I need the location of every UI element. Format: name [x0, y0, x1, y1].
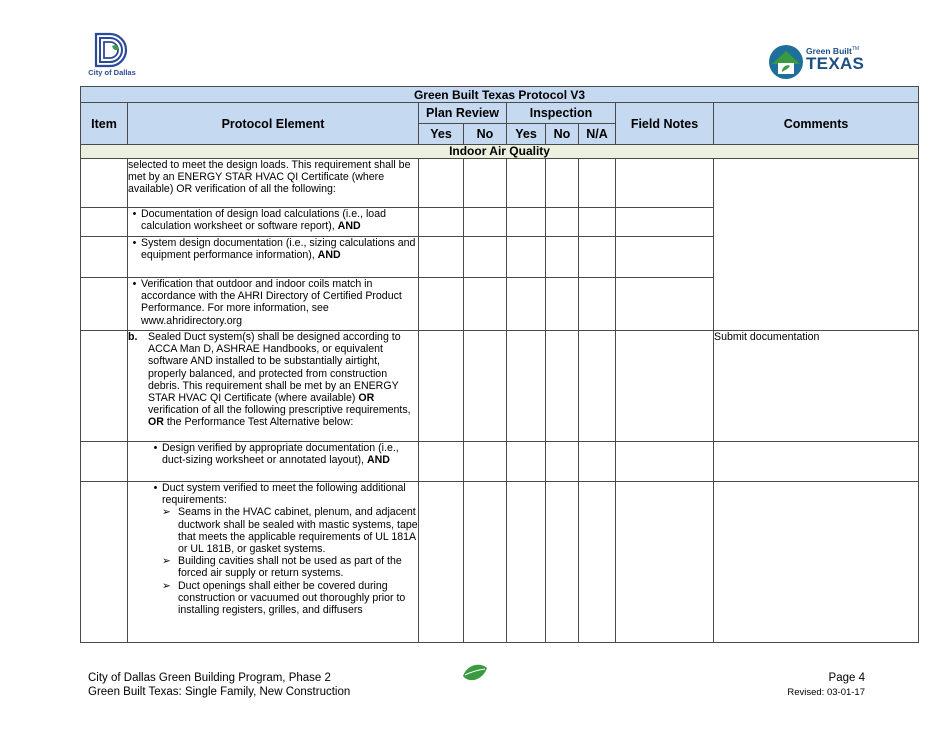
city-of-dallas-caption: City of Dallas [88, 68, 136, 77]
col-inspection-yes: Yes [507, 124, 546, 145]
sub-requirement: Building cavities shall not be used as part of the forced air supply or return systems. [178, 555, 402, 580]
protocol-text: Verification that outdoor and indoor coils match in accordance with the AHRI Directory of Certified Product Performance. For more information, see www.ahridirectory.org [141, 278, 402, 327]
sub-requirement: Seams in the HVAC cabinet, plenum, and adjacent ductwork shall be sealed with mastic systems, tape that meets the applicable requirements of UL 181A or UL 181B, or gasket systems. [178, 506, 418, 556]
city-of-dallas-logo [86, 32, 138, 78]
arrow-glyph: ➢ [162, 555, 171, 568]
protocol-table [80, 86, 919, 643]
arrow-glyph: ➢ [162, 579, 171, 592]
arrow-glyph: ➢ [162, 506, 171, 519]
col-plan-review-no: No [464, 124, 507, 145]
leaf-icon [461, 662, 489, 684]
item-label: b. [128, 331, 138, 343]
protocol-text: Design verified by appropriate documentation (i.e., duct-sizing worksheet or annotated layout), AND [162, 442, 399, 467]
col-field-notes: Field Notes [616, 103, 714, 145]
footer-left [88, 672, 350, 699]
city-of-dallas-d-icon [92, 32, 132, 68]
protocol-text: System design documentation (i.e., sizing calculations and equipment performance information), AND [141, 237, 416, 262]
col-inspection-no: No [546, 124, 579, 145]
comment-text: Submit documentation [714, 331, 919, 442]
revised-date: Revised: 03-01-17 [787, 686, 865, 698]
table-row [81, 331, 919, 442]
sub-requirement: Duct openings shall either be covered during construction or vacuumed out thoroughly prior to installing registers, grilles, and diffusers [178, 579, 406, 617]
page-number: Page 4 [828, 672, 865, 684]
bullet-glyph: • [153, 442, 158, 454]
bullet-glyph: • [132, 237, 137, 249]
bullet-glyph: • [153, 482, 158, 494]
green-built-label: Green Built™ [806, 46, 860, 56]
footer-document: Green Built Texas: Single Family, New Construction [88, 685, 351, 698]
table-row [81, 442, 919, 482]
col-inspection-na: N/A [579, 124, 616, 145]
green-built-house-icon [768, 44, 804, 80]
col-inspection: Inspection [507, 103, 616, 124]
bullet-glyph: • [132, 278, 137, 290]
col-plan-review-yes: Yes [419, 124, 464, 145]
footer-program: City of Dallas Green Building Program, Phase 2 [88, 672, 331, 684]
protocol-title: Green Built Texas Protocol V3 [81, 87, 919, 103]
protocol-text: Duct system verified to meet the following additional requirements: [162, 482, 406, 507]
col-item: Item [81, 103, 128, 145]
footer-right [787, 672, 865, 699]
table-row [81, 482, 919, 643]
col-comments: Comments [714, 103, 919, 145]
protocol-text: selected to meet the design loads. This requirement shall be met by an ENERGY STAR HVAC QI Certificate (where available) OR verification of all the following: [128, 159, 419, 208]
green-built-texas-logo [768, 44, 868, 82]
section-indoor-air-quality: Indoor Air Quality [81, 145, 919, 159]
table-row [81, 159, 919, 208]
comments-cell [714, 159, 919, 331]
col-plan-review: Plan Review [419, 103, 507, 124]
texas-label: TEXAS [806, 54, 865, 73]
col-protocol-element: Protocol Element [128, 103, 419, 145]
protocol-text: Documentation of design load calculations (i.e., load calculation worksheet or software report), AND [141, 208, 386, 233]
protocol-text: Sealed Duct system(s) shall be designed according to ACCA Man D, ASHRAE Handbooks, or equivalent software AND installed to be substantially airtight, properly balanced, and protected from construction debris. This requirement shall be met by an ENERGY STAR HVAC QI Certificate (where available) OR verification of all the following prescriptive requirements, OR the Performance Test Alternative below: [148, 331, 411, 429]
bullet-glyph: • [132, 208, 137, 220]
